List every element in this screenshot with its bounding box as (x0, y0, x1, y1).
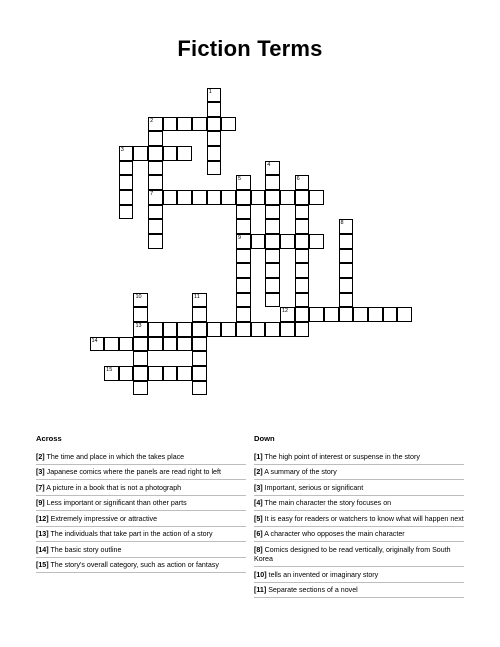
clue-item (36, 546, 246, 558)
grid-cell[interactable] (163, 190, 178, 205)
across-heading: Across (36, 434, 62, 443)
grid-cell[interactable] (163, 146, 178, 161)
grid-cell[interactable] (207, 322, 222, 337)
grid-cell[interactable] (192, 381, 207, 396)
grid-cell[interactable] (339, 307, 354, 322)
clue-number-label: 2 (150, 117, 154, 124)
grid-cell[interactable] (207, 88, 222, 103)
clue-number: [2] (36, 453, 45, 461)
grid-cell[interactable] (339, 263, 354, 278)
down-clues-section (254, 434, 464, 602)
clue-item (36, 530, 246, 542)
grid-cell[interactable] (339, 293, 354, 308)
grid-cell[interactable] (339, 278, 354, 293)
grid-cell[interactable] (119, 190, 134, 205)
clue-item (254, 515, 464, 527)
clue-number: [5] (254, 514, 263, 523)
clue-item (254, 571, 464, 583)
clue-item (36, 499, 246, 511)
grid-cell[interactable] (265, 219, 280, 234)
grid-cell[interactable] (207, 190, 222, 205)
clue-text: Japanese comics where the panels are read right to left (44, 468, 221, 477)
clue-number-label: 13 (135, 322, 142, 329)
clue-number: [7] (36, 483, 45, 492)
grid-cell[interactable] (133, 146, 148, 161)
clue-number: [9] (36, 499, 45, 508)
grid-cell[interactable] (119, 337, 134, 352)
grid-cell[interactable] (280, 190, 295, 205)
grid-cell[interactable] (324, 307, 339, 322)
grid-cell[interactable] (177, 117, 192, 132)
grid-cell[interactable] (251, 322, 266, 337)
grid-cell[interactable] (295, 175, 310, 190)
grid-cell[interactable] (148, 205, 163, 220)
grid-cell[interactable] (192, 366, 207, 381)
grid-cell[interactable] (148, 190, 163, 205)
grid-cell[interactable] (163, 337, 178, 352)
grid-cell[interactable] (251, 190, 266, 205)
clue-number-label: 8 (340, 220, 344, 227)
grid-cell[interactable] (133, 293, 148, 308)
clue-text: A summary of the story (262, 468, 337, 477)
grid-cell[interactable] (207, 102, 222, 117)
grid-cell[interactable] (148, 322, 163, 337)
grid-cell[interactable] (163, 366, 178, 381)
clue-text: It is easy for readers or watchers to know what will happen next (262, 514, 464, 523)
grid-cell[interactable] (207, 117, 222, 132)
clue-number: [3] (254, 483, 263, 492)
clue-number: [11] (254, 586, 267, 595)
grid-cell[interactable] (192, 322, 207, 337)
grid-cell[interactable] (339, 234, 354, 249)
grid-cell[interactable] (295, 249, 310, 264)
grid-cell[interactable] (265, 175, 280, 190)
clue-number: [13] (36, 530, 49, 539)
clue-number-label: 12 (281, 308, 289, 315)
grid-cell[interactable] (265, 263, 280, 278)
grid-cell[interactable] (148, 117, 163, 132)
clue-number-label: 7 (150, 191, 154, 198)
clue-text: Important, serious or significant (262, 483, 364, 492)
grid-cell[interactable] (133, 381, 148, 396)
grid-cell[interactable] (177, 366, 192, 381)
clue-number: [1] (254, 453, 263, 461)
grid-cell[interactable] (397, 307, 412, 322)
clue-item (36, 484, 246, 496)
clue-item (254, 530, 464, 542)
clue-text: A picture in a book that is not a photograph (44, 483, 182, 492)
grid-cell[interactable] (119, 205, 134, 220)
grid-cell[interactable] (339, 249, 354, 264)
grid-cell[interactable] (177, 146, 192, 161)
grid-cell[interactable] (104, 366, 119, 381)
clue-number-label: 6 (296, 176, 300, 183)
down-clue-list (254, 453, 464, 598)
grid-cell[interactable] (207, 161, 222, 176)
grid-cell[interactable] (353, 307, 368, 322)
grid-cell[interactable] (251, 234, 266, 249)
grid-cell[interactable] (177, 322, 192, 337)
clue-item (36, 561, 246, 573)
clue-number-label: 14 (91, 337, 98, 344)
grid-cell[interactable] (221, 117, 236, 132)
grid-cell[interactable] (148, 366, 163, 381)
grid-cell[interactable] (295, 219, 310, 234)
grid-cell[interactable] (309, 234, 324, 249)
clue-item (36, 453, 246, 465)
across-clues-section (36, 434, 246, 577)
grid-cell[interactable] (368, 307, 383, 322)
clue-number: [12] (36, 514, 49, 523)
grid-cell[interactable] (309, 307, 324, 322)
clue-number: [6] (254, 530, 263, 539)
clue-number: [14] (36, 545, 49, 554)
grid-cell[interactable] (265, 278, 280, 293)
clue-number: [4] (254, 499, 263, 508)
grid-cell[interactable] (192, 190, 207, 205)
clue-number-label: 9 (238, 235, 242, 241)
grid-cell[interactable] (119, 175, 134, 190)
clue-text: The time and place in which the takes place (44, 453, 185, 461)
grid-cell[interactable] (295, 234, 310, 249)
clue-text: The basic story outline (48, 545, 122, 554)
grid-cell[interactable] (265, 234, 280, 249)
page-title: Fiction Terms (177, 36, 323, 61)
grid-cell[interactable] (295, 322, 310, 337)
clue-number-label: 1 (208, 88, 212, 95)
grid-cell[interactable] (295, 278, 310, 293)
clue-item (254, 468, 464, 480)
grid-cell[interactable] (177, 337, 192, 352)
clue-text: The story's overall category, such as action or fantasy (48, 561, 219, 570)
clue-text: A character who opposes the main character (262, 530, 405, 539)
grid-cell[interactable] (236, 190, 251, 205)
clue-number: [10] (254, 570, 267, 579)
clue-number-label: 15 (106, 366, 113, 373)
clue-number-label: 11 (194, 293, 200, 300)
grid-cell[interactable] (383, 307, 398, 322)
grid-cell[interactable] (221, 322, 236, 337)
grid-cell[interactable] (192, 337, 207, 352)
grid-cell[interactable] (295, 293, 310, 308)
grid-cell[interactable] (148, 337, 163, 352)
grid-cell[interactable] (309, 190, 324, 205)
clue-number-label: 3 (120, 147, 124, 154)
grid-cell[interactable] (236, 307, 251, 322)
grid-cell[interactable] (133, 322, 148, 337)
grid-cell[interactable] (119, 366, 134, 381)
grid-cell[interactable] (280, 307, 295, 322)
clue-item (254, 546, 464, 567)
clue-item (254, 586, 464, 598)
grid-cell[interactable] (236, 322, 251, 337)
grid-cell[interactable] (265, 205, 280, 220)
grid-cell[interactable] (221, 190, 236, 205)
grid-cell[interactable] (265, 293, 280, 308)
grid-cell[interactable] (163, 322, 178, 337)
grid-cell[interactable] (295, 263, 310, 278)
grid-cell[interactable] (236, 263, 251, 278)
clue-item (254, 499, 464, 511)
grid-cell[interactable] (119, 161, 134, 176)
clue-text: Separate sections of a novel (266, 586, 358, 595)
grid-cell[interactable] (339, 219, 354, 234)
grid-cell[interactable] (280, 234, 295, 249)
grid-cell[interactable] (192, 293, 207, 308)
grid-cell[interactable] (295, 205, 310, 220)
grid-cell[interactable] (236, 175, 251, 190)
grid-cell[interactable] (236, 205, 251, 220)
clue-item (36, 515, 246, 527)
grid-cell[interactable] (280, 322, 295, 337)
down-heading: Down (254, 434, 275, 443)
clue-item (254, 484, 464, 496)
grid-cell[interactable] (133, 351, 148, 366)
grid-cell[interactable] (265, 322, 280, 337)
grid-cell[interactable] (148, 146, 163, 161)
across-clue-list (36, 453, 246, 573)
grid-cell[interactable] (192, 307, 207, 322)
grid-cell[interactable] (148, 131, 163, 146)
clue-number: [15] (36, 561, 49, 570)
grid-cell[interactable] (192, 351, 207, 366)
clue-item (36, 468, 246, 480)
grid-cell[interactable] (265, 161, 280, 176)
grid-cell[interactable] (148, 219, 163, 234)
grid-cell[interactable] (236, 278, 251, 293)
clue-text: tells an invented or imaginary story (266, 570, 379, 579)
grid-cell[interactable] (236, 219, 251, 234)
grid-cell[interactable] (236, 249, 251, 264)
grid-cell[interactable] (148, 175, 163, 190)
grid-cell[interactable] (295, 190, 310, 205)
clue-number-label: 4 (267, 161, 271, 168)
grid-cell[interactable] (148, 234, 163, 249)
grid-cell[interactable] (148, 161, 163, 176)
clue-number: [8] (254, 545, 263, 554)
clue-number-label: 10 (135, 293, 142, 300)
clue-number-label: 5 (238, 176, 242, 183)
clue-text: Extremely impressive or attractive (48, 514, 158, 523)
grid-cell[interactable] (104, 337, 119, 352)
grid-cell[interactable] (236, 293, 251, 308)
clue-text: Comics designed to be read vertically, originally from South Korea (254, 545, 451, 564)
clue-number: [2] (254, 468, 263, 477)
grid-cell[interactable] (133, 337, 148, 352)
clue-text: The individuals that take part in the action of a story (48, 530, 213, 539)
grid-cell[interactable] (207, 131, 222, 146)
clue-text: The high point of interest or suspense in the story (262, 453, 420, 461)
grid-cell[interactable] (90, 337, 105, 352)
grid-cell[interactable] (192, 117, 207, 132)
clue-number: [3] (36, 468, 45, 477)
clue-text: The main character the story focuses on (262, 499, 392, 508)
grid-cell[interactable] (133, 307, 148, 322)
grid-cell[interactable] (133, 366, 148, 381)
grid-cell[interactable] (177, 190, 192, 205)
clue-item (254, 453, 464, 465)
grid-cell[interactable] (163, 117, 178, 132)
grid-cell[interactable] (265, 249, 280, 264)
clue-text: Less important or significant than other parts (44, 499, 187, 508)
grid-cell[interactable] (265, 190, 280, 205)
grid-cell[interactable] (207, 146, 222, 161)
grid-cell[interactable] (119, 146, 134, 161)
grid-cell[interactable] (295, 307, 310, 322)
grid-cell[interactable] (236, 234, 251, 249)
